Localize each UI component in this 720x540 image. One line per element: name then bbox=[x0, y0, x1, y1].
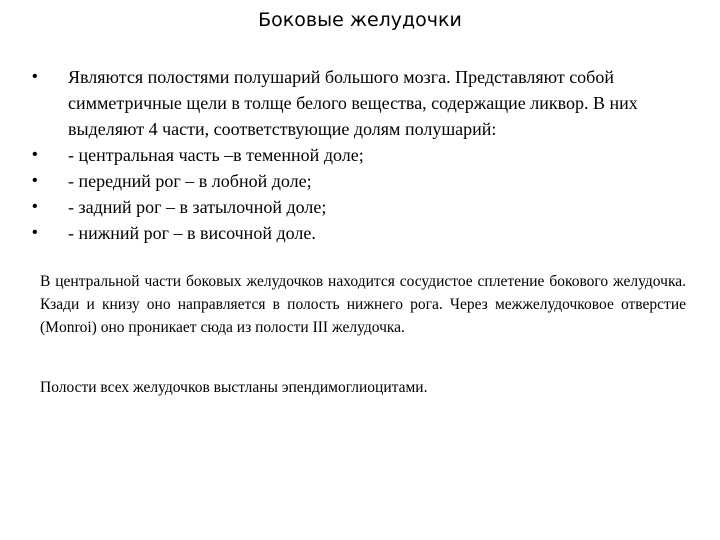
bullet-item bbox=[32, 194, 682, 220]
bullet-list bbox=[32, 64, 682, 246]
paragraph-choroid-plexus: В центральной части боковых желудочков находится сосудистое сплетение бокового желудочка. Кзади и книзу оно направляется в полость нижнего рога. Через межжелудочковое отверстие (Monroi) оно проникает сюда из полости III желудочка. bbox=[40, 273, 686, 336]
bullet-text: - нижний рог – в височной доле. bbox=[68, 223, 316, 243]
slide-title: Боковые желудочки bbox=[258, 9, 462, 31]
bullet-item bbox=[32, 64, 682, 142]
bullet-text: - передний рог – в лобной доле; bbox=[68, 171, 312, 191]
bullet-text: - задний рог – в затылочной доле; bbox=[68, 197, 327, 217]
bullet-marker: • bbox=[32, 224, 38, 241]
bullet-marker: • bbox=[32, 68, 38, 85]
paragraph-ependyma: Полости всех желудочков выстланы эпендимоглиоцитами. bbox=[40, 379, 428, 396]
bullet-item bbox=[32, 220, 682, 246]
bullet-marker: • bbox=[32, 172, 38, 189]
bullet-item bbox=[32, 168, 682, 194]
bullet-text: - центральная часть –в теменной доле; bbox=[68, 145, 364, 165]
bullet-marker: • bbox=[32, 198, 38, 215]
bullet-marker: • bbox=[32, 146, 38, 163]
bullet-item bbox=[32, 142, 682, 168]
bullet-text: Являются полостями полушарий большого мозга. Представляют собой симметричные щели в толще белого вещества, содержащие ликвор. В них выделяют 4 части, соответствующие долям полушарий: bbox=[68, 67, 638, 139]
